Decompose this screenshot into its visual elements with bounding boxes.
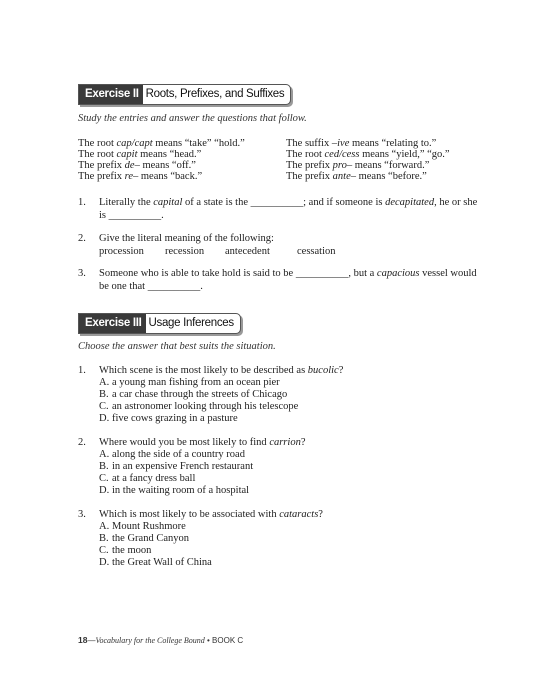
ex3-q3-option-c[interactable]: C. the moon [99, 545, 152, 556]
ex3-question-1-number: 1. [78, 365, 86, 376]
exercise-2-header [78, 84, 291, 105]
exercise-3-instructions: Choose the answer that best suits the situation. [78, 341, 276, 352]
entry-left-1: The root capit means “head.” [78, 149, 202, 160]
ex2-question-3-number: 3. [78, 268, 86, 279]
entry-right-0: The suffix –ive means “relating to.” [286, 138, 437, 149]
book-volume: BOOK C [212, 636, 244, 645]
ex3-question-3-text: Which is most likely to be associated with cataracts? [99, 509, 323, 520]
ex3-q1-option-d[interactable]: D. five cows grazing in a pasture [99, 413, 238, 424]
ex3-question-3-number: 3. [78, 509, 86, 520]
ex3-q1-option-b[interactable]: B. a car chase through the streets of Chicago [99, 389, 288, 400]
exercise-3-header [78, 313, 241, 334]
word-antecedent: antecedent [225, 245, 270, 257]
ex2-question-2-text: Give the literal meaning of the following: procession recession antecedent cessation [99, 233, 336, 257]
word-recession: recession [165, 245, 205, 257]
entry-left-3: The prefix re– means “back.” [78, 171, 203, 182]
exercise-2-instructions: Study the entries and answer the questions that follow. [78, 113, 307, 124]
word-cessation: cessation [297, 245, 336, 257]
ex3-q1-option-a[interactable]: A. a young man fishing from an ocean pier [99, 377, 280, 388]
ex3-q3-option-a[interactable]: A. Mount Rushmore [99, 521, 186, 532]
exercise-2-title: Roots, Prefixes, and Suffixes [145, 88, 285, 100]
book-title: Vocabulary for the College Bound [95, 636, 205, 645]
entry-left-0: The root cap/capt means “take” “hold.” [78, 138, 245, 149]
ex3-question-1-text: Which scene is the most likely to be described as bucolic? [99, 365, 344, 376]
exercise-2-label: Exercise II [79, 85, 143, 104]
ex2-question-1-number: 1. [78, 197, 86, 208]
entry-left-2: The prefix de– means “off.” [78, 160, 196, 171]
ex2-question-2-words [99, 246, 336, 257]
ex3-q2-option-c[interactable]: C. at a fancy dress ball [99, 473, 196, 484]
exercise-3-title: Usage Inferences [148, 317, 234, 329]
ex3-q2-option-b[interactable]: B. in an expensive French restaurant [99, 461, 254, 472]
entry-right-3: The prefix ante– means “before.” [286, 171, 427, 182]
exercise-3-label: Exercise III [79, 314, 146, 333]
word-procession: procession [99, 245, 144, 257]
page-number: 18 [78, 635, 88, 645]
ex2-question-1-text: Literally the capital of a state is the __________; and if someone is decapitated, he or she is __________. [99, 197, 478, 221]
entry-right-1: The root ced/cess means “yield,” “go.” [286, 149, 450, 160]
ex2-question-2-number: 2. [78, 233, 86, 244]
page-footer: 18—Vocabulary for the College Bound • BOOK C [78, 635, 244, 645]
ex3-question-2-number: 2. [78, 437, 86, 448]
entry-right-2: The prefix pro– means “forward.” [286, 160, 430, 171]
ex3-q3-option-d[interactable]: D. the Great Wall of China [99, 557, 212, 568]
ex3-question-2-text: Where would you be most likely to find carrion? [99, 437, 306, 448]
ex3-q3-option-b[interactable]: B. the Grand Canyon [99, 533, 189, 544]
ex3-q1-option-c[interactable]: C. an astronomer looking through his telescope [99, 401, 299, 412]
ex3-q2-option-d[interactable]: D. in the waiting room of a hospital [99, 485, 250, 496]
ex2-question-3-text: Someone who is able to take hold is said to be __________, but a capacious vessel would be one that __________. [99, 268, 477, 292]
ex3-q2-option-a[interactable]: A. along the side of a country road [99, 449, 245, 460]
